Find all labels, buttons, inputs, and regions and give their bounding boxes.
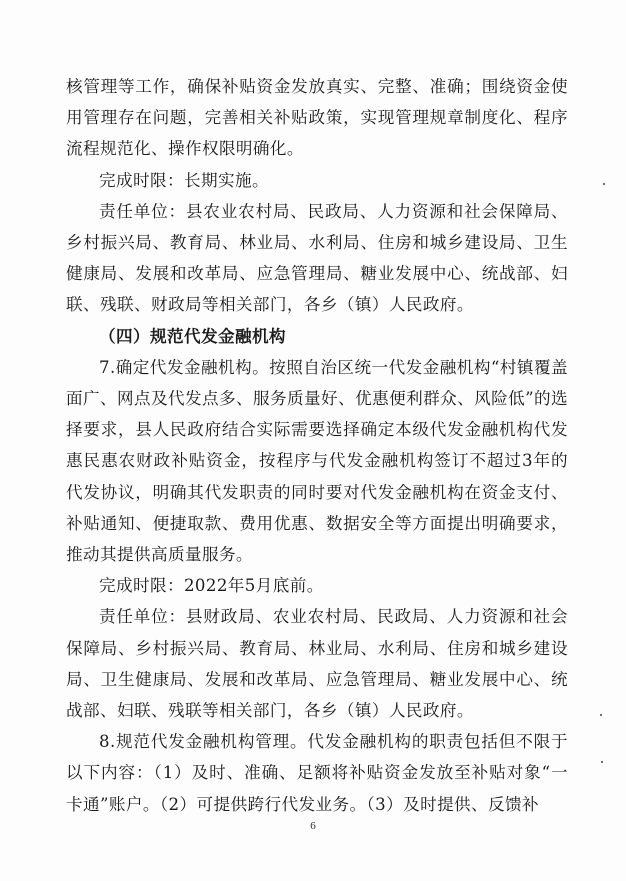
section-heading-4: （四）规范代发金融机构: [99, 326, 286, 346]
paragraph-deadline-2: 完成时限：2022年5月底前。: [99, 576, 324, 596]
paragraph-1: 核管理等工作，确保补贴资金发放真实、完整、准确；围绕资金使用管理存在问题，完善相关补贴政策，实现管理规章制度化、程序流程规范化、操作权限明确化。: [66, 77, 568, 159]
paragraph-deadline-1: 完成时限：长期实施。: [99, 170, 269, 190]
scan-speck: [603, 183, 605, 185]
scan-speck: [601, 761, 603, 763]
paragraph-item-8: 8.规范代发金融机构管理。代发金融机构的职责包括但不限于以下内容：（1）及时、准确、足额将补贴资金发放至补贴对象“一卡通”账户。（2）可提供跨行代发业务。（3）及时提供、反馈补: [66, 732, 568, 814]
page-number: 6: [310, 820, 316, 832]
paragraph-item-7: 7.确定代发金融机构。按照自治区统一代发金融机构“村镇覆盖面广、网点及代发点多、服务质量好、优惠便利群众、风险低”的选择要求，县人民政府结合实际需要选择确定本级代发金融机构代发惠民惠农财政补贴资金，按程序与代发金融机构签订不超过3年的代发协议，明确其代发职责的同时要对代发金融机构在资金支付、补贴通知、便捷取款、费用优惠、数据安全等方面提出明确要求，推动其提供高质量服务。: [66, 357, 568, 565]
paragraph-responsible-1: 责任单位：县农业农村局、民政局、人力资源和社会保障局、乡村振兴局、教育局、林业局、水利局、住房和城乡建设局、卫生健康局、发展和改革局、应急管理局、糖业发展中心、统战部、妇联、残联、财政局等相关部门，各乡（镇）人民政府。: [66, 201, 568, 315]
document-body: [66, 71, 568, 820]
paragraph-responsible-2: 责任单位：县财政局、农业农村局、民政局、人力资源和社会保障局、乡村振兴局、教育局、林业局、水利局、住房和城乡建设局、卫生健康局、发展和改革局、应急管理局、糖业发展中心、统战部、妇联、残联等相关部门，各乡（镇）人民政府。: [66, 607, 568, 721]
scan-speck: [600, 714, 602, 716]
